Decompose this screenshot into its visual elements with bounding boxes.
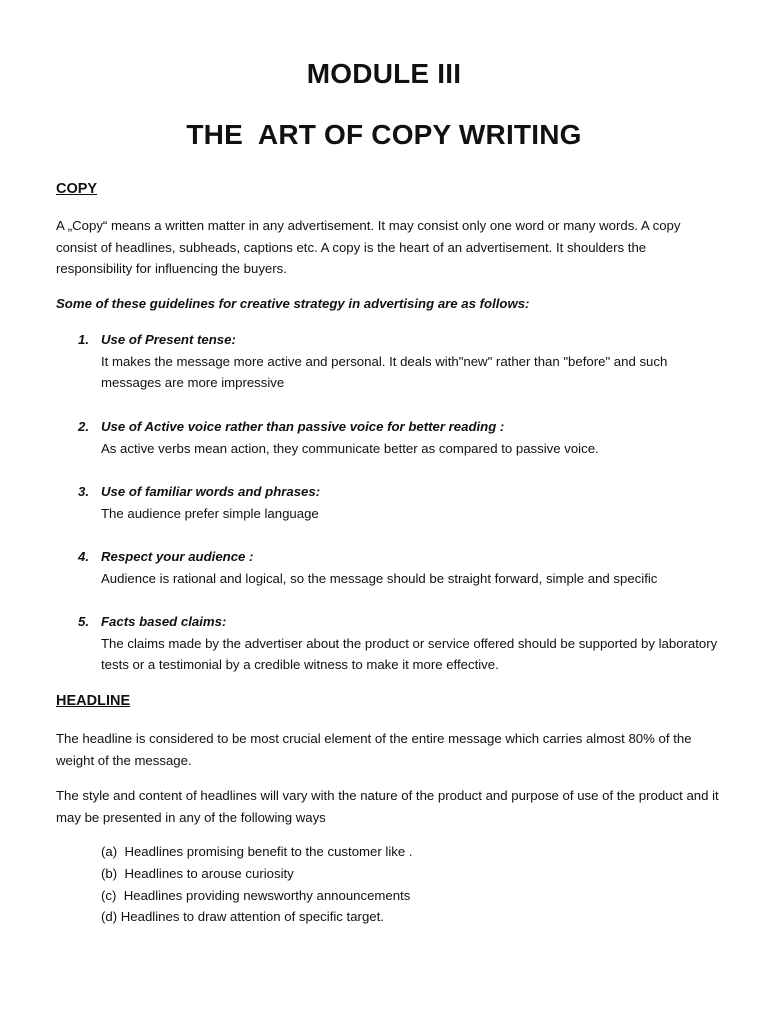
headline-way-item: (b) Headlines to arouse curiosity [101, 865, 294, 881]
guideline-item-4 [78, 546, 722, 589]
guideline-title: Use of Active voice rather than passive voice for better reading : [101, 419, 505, 434]
guideline-item-3 [78, 481, 722, 524]
copy-heading: COPY [56, 181, 98, 197]
guideline-title: Facts based claims: [101, 614, 227, 629]
module-title: MODULE III [306, 58, 462, 89]
guideline-item-5 [78, 611, 722, 676]
headline-way-item: (a) Headlines promising benefit to the customer like . [101, 844, 413, 859]
headline-way-item: (d) Headlines to draw attention of specific target. [101, 909, 384, 925]
guideline-number: 4. [78, 549, 89, 564]
guideline-number: 1. [78, 332, 89, 347]
guideline-title: Use of familiar words and phrases: [101, 484, 321, 499]
guideline-description: As active verbs mean action, they communicate better as compared to passive voice. [101, 440, 599, 456]
guideline-item-1 [78, 329, 722, 394]
guideline-number: 5. [78, 614, 89, 629]
guideline-item-2 [78, 416, 722, 459]
guideline-description: The claims made by the advertiser about the product or service offered should be supported by laboratory tests or a testimonial by a credible witness to make it more effective. [101, 635, 718, 673]
guideline-description: Audience is rational and logical, so the message should be straight forward, simple and specific [101, 570, 658, 586]
guideline-description: The audience prefer simple language [101, 505, 319, 521]
headline-heading: HEADLINE [56, 693, 131, 709]
guideline-title: Use of Present tense: [101, 332, 236, 347]
guideline-title: Respect your audience : [101, 549, 254, 564]
headline-paragraph-2: The style and content of headlines will vary with the nature of the product and purpose of use of the product and it may be presented in any of the following ways [56, 788, 719, 825]
headline-paragraph-1: The headline is considered to be most crucial element of the entire message which carries almost 80% of the weight of the message. [56, 731, 692, 768]
guideline-number: 3. [78, 484, 89, 499]
guideline-description: It makes the message more active and personal. It deals with"new" rather than "before" and such messages are more impressive [101, 353, 668, 391]
guidelines-intro: Some of these guidelines for creative strategy in advertising are as follows: [56, 296, 530, 311]
guideline-number: 2. [78, 419, 89, 434]
headline-way-item: (c) Headlines providing newsworthy announcements [101, 887, 411, 903]
main-title: THE ART OF COPY WRITING [186, 119, 582, 150]
headline-ways-list [101, 841, 722, 928]
copy-paragraph: A „Copy“ means a written matter in any advertisement. It may consist only one word or many words. A copy consist of headlines, subheads, captions etc. A copy is the heart of an advertisement. It shoulders the responsibility for influencing the buyers. [56, 218, 681, 277]
